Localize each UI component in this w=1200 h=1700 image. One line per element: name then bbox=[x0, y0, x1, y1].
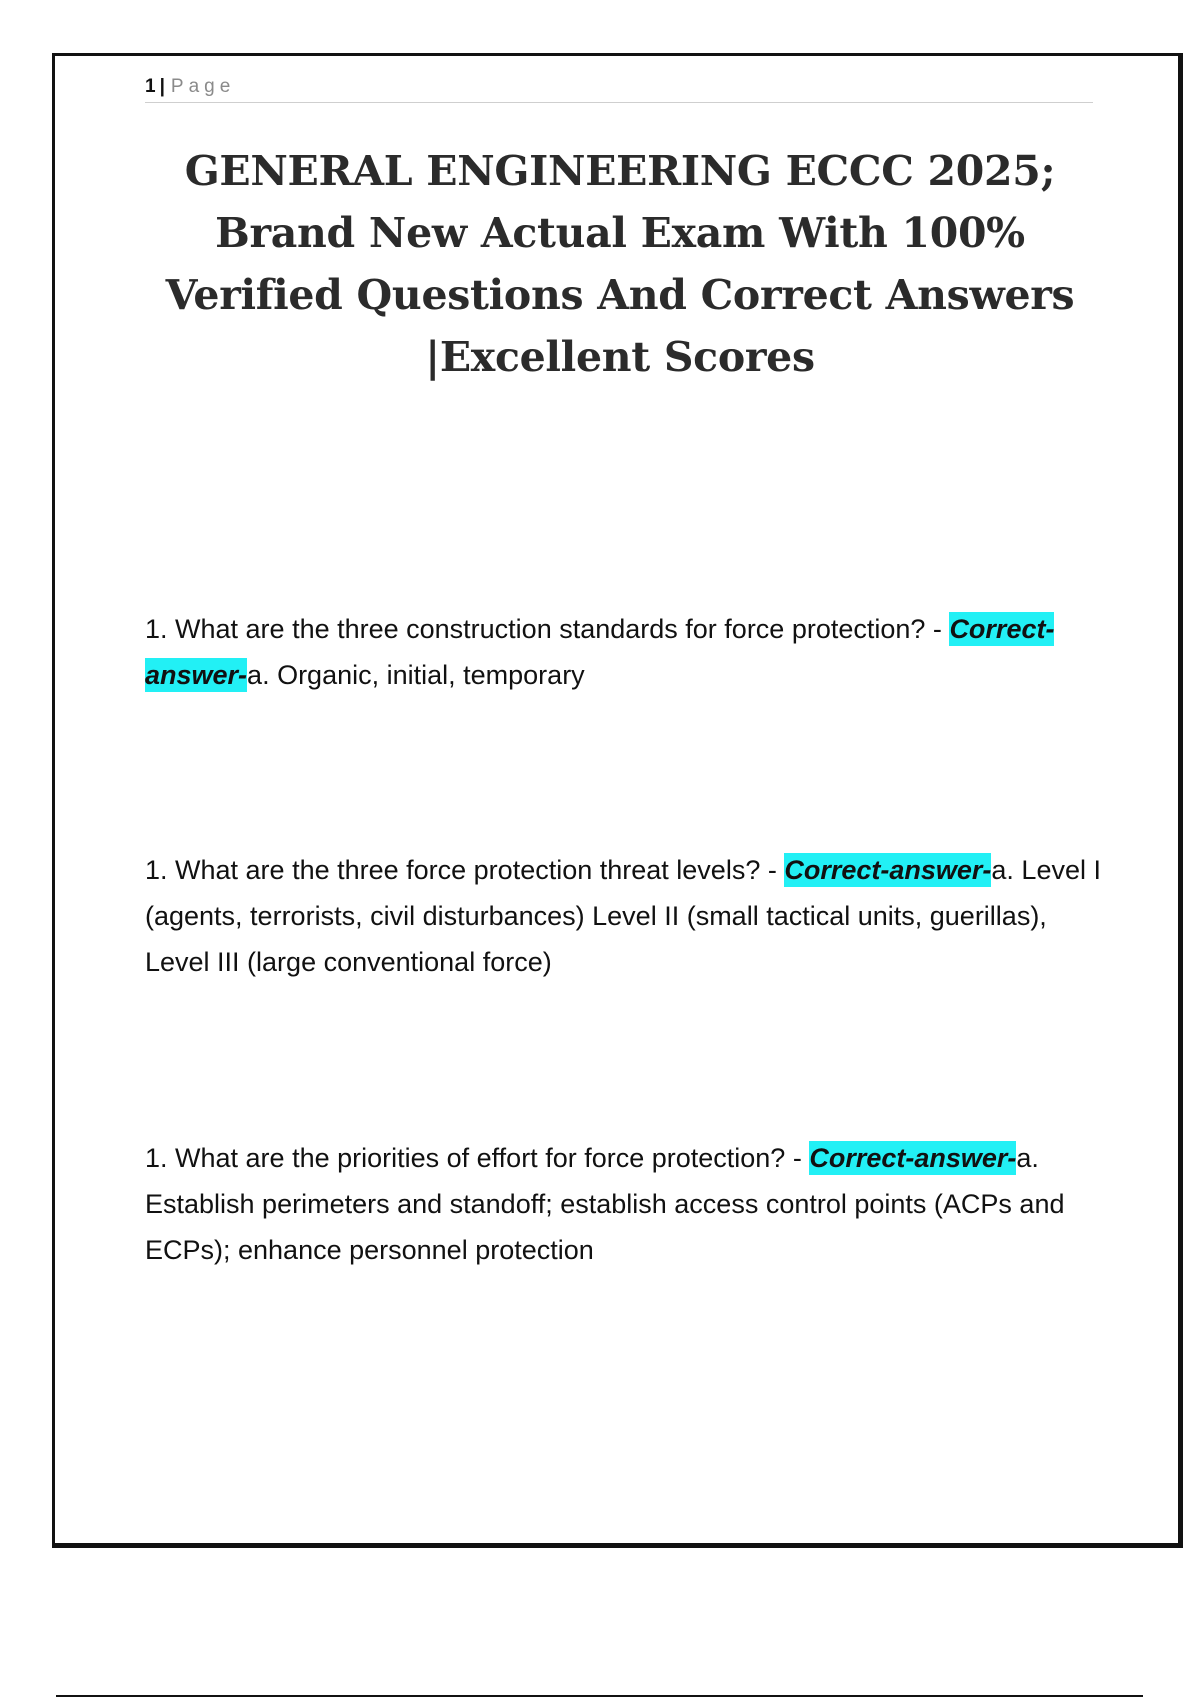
page-separator: | bbox=[159, 76, 165, 97]
question-block bbox=[145, 847, 1105, 985]
answer-label: Correct-answer- bbox=[784, 855, 992, 885]
page-header bbox=[145, 74, 1093, 103]
answer-text: a. Organic, initial, temporary bbox=[247, 660, 585, 690]
bottom-divider bbox=[56, 1695, 1143, 1697]
answer-text: a. Establish perimeters and standoff; establish access control points (ACPs and ECPs); enhance personnel protection bbox=[145, 1143, 1065, 1265]
answer-text: a. Level I (agents, terrorists, civil disturbances) Level II (small tactical units, guerillas), Level III (large conventional force) bbox=[145, 855, 1101, 977]
page-label: Page bbox=[170, 76, 236, 97]
question-text: 1. What are the three construction standards for force protection? - bbox=[145, 614, 942, 644]
document-title: GENERAL ENGINEERING ECCC 2025; Brand New Actual Exam With 100% Verified Questions And Correct Answers |Excellent Scores bbox=[165, 147, 1075, 381]
question-text: 1. What are the priorities of effort for force protection? - bbox=[145, 1143, 802, 1173]
question-text: 1. What are the three force protection threat levels? - bbox=[145, 855, 777, 885]
answer-label: Correct-answer- bbox=[809, 1143, 1017, 1173]
page-number: 1 bbox=[145, 76, 156, 97]
answer-label: Correct-answer- bbox=[145, 614, 1055, 690]
question-block bbox=[145, 1135, 1105, 1273]
question-block bbox=[145, 606, 1105, 698]
